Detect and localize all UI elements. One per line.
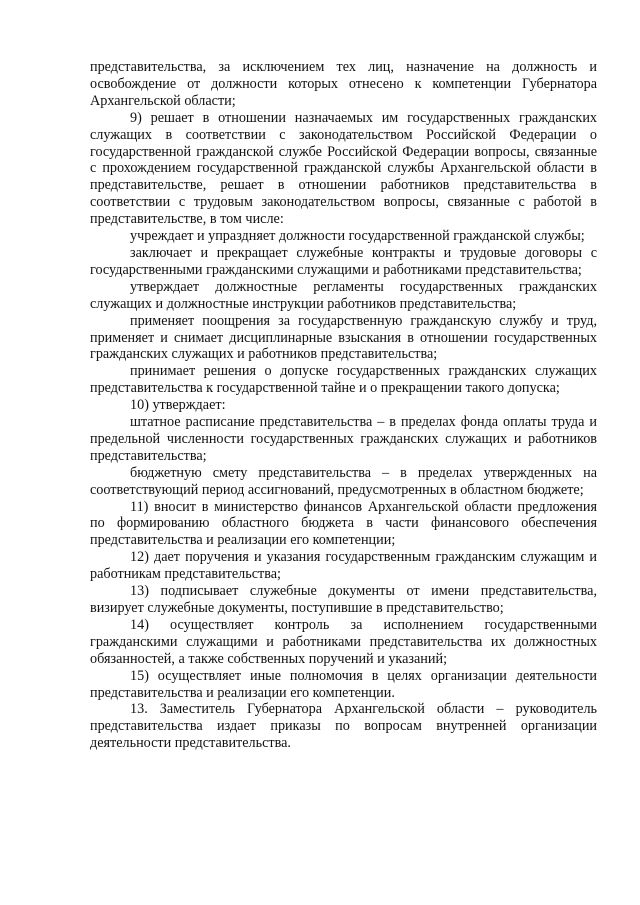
paragraph-section-13: 13. Заместитель Губернатора Архангельской области – руководитель представительства издает приказы по вопросам внутренней организации деятельности представительства. [90, 701, 597, 752]
paragraph-subitem-contracts: заключает и прекращает служебные контракты и трудовые договоры с государственными гражданскими служащими и работниками представительства; [90, 244, 597, 278]
paragraph-item-14: 14) осуществляет контроль за исполнением государственными гражданскими служащими и работниками представительства их должностных обязанностей, а также собственных поручений и указаний; [90, 616, 597, 667]
paragraph-continuation: представительства, за исключением тех лиц, назначение на должность и освобождение от должности которых отнесено к компетенции Губернатора Архангельской области; [90, 59, 597, 109]
paragraph-item-10: 10) утверждает: [130, 397, 226, 414]
paragraph-subitem-establish-positions: учреждает и упраздняет должности государственной гражданской службы; [130, 228, 585, 245]
paragraph-subitem-secret-access: принимает решения о допуске государственных гражданских служащих представительства к государственной тайне и о прекращении такого допуска; [90, 363, 597, 397]
paragraph-subitem-incentives: применяет поощрения за государственную гражданскую службу и труд, применяет и снимает дисциплинарные взыскания в отношении государственных гражданских служащих и работников представительства; [90, 312, 597, 363]
document-page [90, 59, 597, 752]
paragraph-subitem-staff-schedule: штатное расписание представительства – в пределах фонда оплаты труда и предельной численности государственных гражданских служащих и работников представительства; [90, 414, 597, 464]
paragraph-subitem-budget-estimate: бюджетную смету представительства – в пределах утвержденных на соответствующий период ассигнований, предусмотренных в областном бюджете; [90, 464, 597, 498]
paragraph-item-15: 15) осуществляет иные полномочия в целях организации деятельности представительства и реализации его компетенции. [90, 667, 597, 701]
paragraph-item-13: 13) подписывает служебные документы от имени представительства, визирует служебные документы, поступившие в представительство; [90, 583, 597, 616]
paragraph-item-11: 11) вносит в министерство финансов Архангельской области предложения по формированию областного бюджета в части финансового обеспечения представительства и реализации его компетенции; [90, 498, 597, 549]
paragraph-subitem-regulations: утверждает должностные регламенты государственных гражданских служащих и должностные инструкции работников представительства; [90, 278, 597, 312]
paragraph-item-9: 9) решает в отношении назначаемых им государственных гражданских служащих в соответствии с законодательством Российской Федерации о государственной гражданской службе Российской Федерации вопросы, связанные с прохождением государственной гражданской службы Архангельской области в представительстве, решает в отношении работников представительства в соответствии с трудовым законодательством вопросы, связанные с работой в представительстве, в том числе: [90, 109, 597, 228]
paragraph-item-12: 12) дает поручения и указания государственным гражданским служащим и работникам представительства; [90, 549, 597, 583]
